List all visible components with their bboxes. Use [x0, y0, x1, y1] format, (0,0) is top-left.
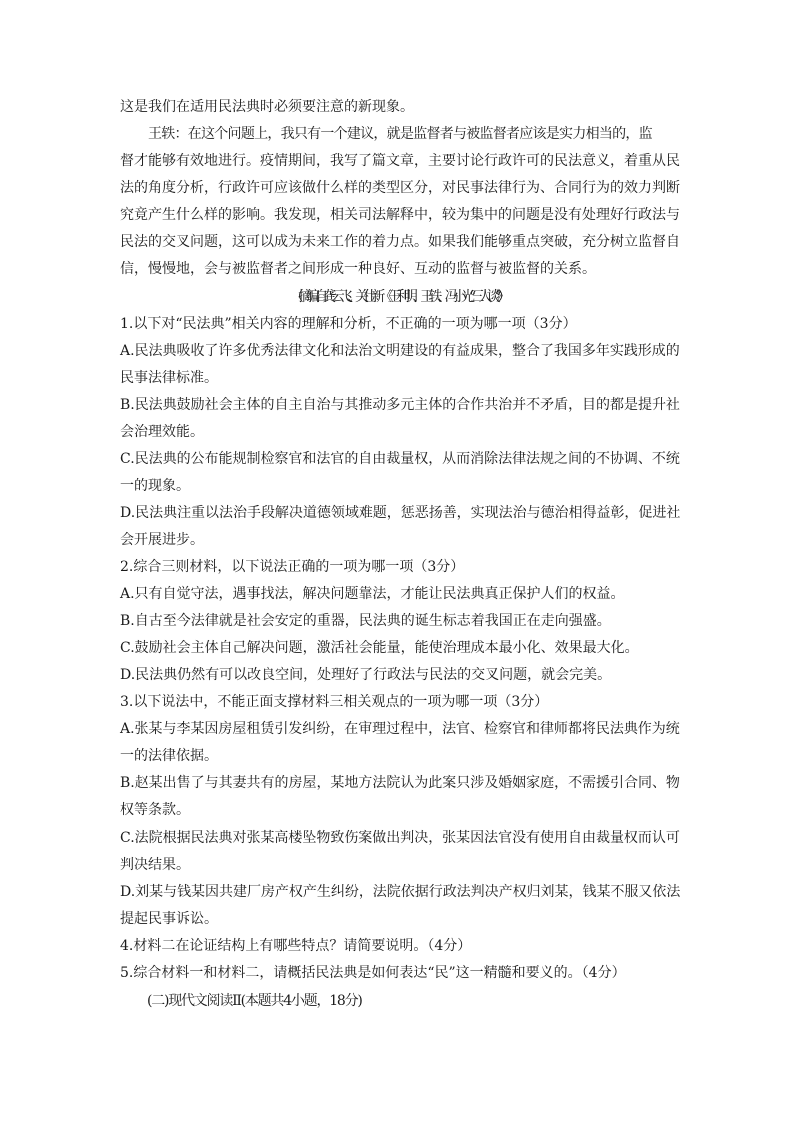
q2-option-c: C.鼓励社会主体自己解决问题，激活社会能量，能使治理成本最小化、效果最大化。	[120, 640, 639, 656]
q3-option-c-cont: 判决结果。	[120, 857, 190, 873]
q3-option-d-cont: 提起民事诉讼。	[120, 911, 218, 927]
q2-option-d: D.民法典仍然有可以改良空间，处理好了行政法与民法的交叉问题，就会完美。	[120, 667, 612, 683]
q3-option-a: A.张某与李某因房屋租赁引发纠纷，在审理过程中，法官、检察官和律师都将民法典作为统	[120, 721, 680, 737]
question-2-stem: 2.综合三则材料，以下说法正确的一项为哪一项（3分）	[120, 559, 465, 575]
q1-option-d-cont: 会开展进步。	[120, 532, 204, 548]
section-heading: (二)现代文阅读II(本题共4小题，18分)	[147, 993, 362, 1009]
question-3-stem: 3.以下说法中，不能正面支撑材料三相关观点的一项为哪一项（3分）	[120, 694, 549, 710]
q1-option-b: B.民法典鼓励社会主体的自主自治与其推动多元主体的合作共治并不矛盾，目的都是提升社	[120, 397, 680, 413]
q3-option-b-cont: 权等条款。	[120, 802, 190, 818]
q3-option-b: B.赵某出售了与其妻共有的房屋，某地方法院认为此案只涉及婚姻家庭，不需援引合同、物	[120, 775, 680, 791]
q3-option-c: C.法院根据民法典对张某高楼坠物致伤案做出判决，张某因法官没有使用自由裁量权而认可	[120, 830, 680, 846]
wangtie-line: 督才能够有效地进行。疫情期间，我写了篇文章，主要讨论行政许可的民法意义，着重从民	[120, 153, 680, 169]
wangtie-line: 究竟产生什么样的影响。我发现，相关司法解释中，较为集中的问题是没有处理好行政法与	[120, 207, 680, 223]
q3-option-d: D.刘某与钱某因共建厂房产权产生纠纷，法院依据行政法判决产权归刘某，钱某不服又依法	[120, 884, 681, 900]
q1-option-d: D.民法典注重以法治手段解决道德领域难题，惩恶扬善，实现法治与德治相得益彰，促进社	[120, 505, 681, 521]
wangtie-line: 民法的交叉问题，这可以成为未来工作的着力点。如果我们能够重点突破，充分树立监督自	[120, 234, 680, 250]
q1-option-b-cont: 会治理效能。	[120, 424, 204, 440]
wangtie-line: 信，慢慢地，会与被监督者之间形成一种良好、互动的监督与被监督的关系。	[120, 261, 596, 277]
q2-option-a: A.只有自觉守法，遇事找法，解决问题靠法，才能让民法典真正保护人们的权益。	[120, 586, 625, 602]
wangtie-line: 法的角度分析，行政许可应该做什么样的类型区分，对民事法律行为、合同行为的效力判断	[120, 180, 680, 196]
q1-option-a: A.民法典吸收了许多优秀法律文化和法治文明建设的有益成果，整合了我国多年实践形成的	[120, 343, 680, 359]
question-1-stem: 1.以下对“民法典”相关内容的理解和分析，不正确的一项为哪一项（3分）	[120, 316, 577, 332]
question-4: 4.材料二在论证结构上有哪些特点？请简要说明。（4分）	[120, 938, 472, 954]
wangtie-line: 王轶：在这个问题上，我只有一个建议，就是监督者与被监督者应该是实力相当的，监	[148, 126, 652, 142]
question-5: 5.综合材料一和材料二，请概括民法典是如何表达“民”这一精髓和要义的。（4分）	[120, 965, 626, 981]
q1-option-c: C.民法典的公布能规制检察官和法官的自由裁量权，从而消除法律法规之间的不协调、不统	[120, 451, 680, 467]
q2-option-b: B.自古至今法律就是社会安定的重器，民法典的诞生标志着我国正在走向强盛。	[120, 613, 611, 629]
source-citation: （摘编自龚云飞、关仕新《王利明、王轶、冯小光“三人谈”》）	[290, 289, 506, 305]
q1-option-a-cont: 民事法律标准。	[120, 370, 218, 386]
intro-tail: 这是我们在适用民法典时必须要注意的新现象。	[120, 99, 414, 115]
q1-option-c-cont: 一的现象。	[120, 478, 190, 494]
q3-option-a-cont: 一的法律依据。	[120, 748, 218, 764]
